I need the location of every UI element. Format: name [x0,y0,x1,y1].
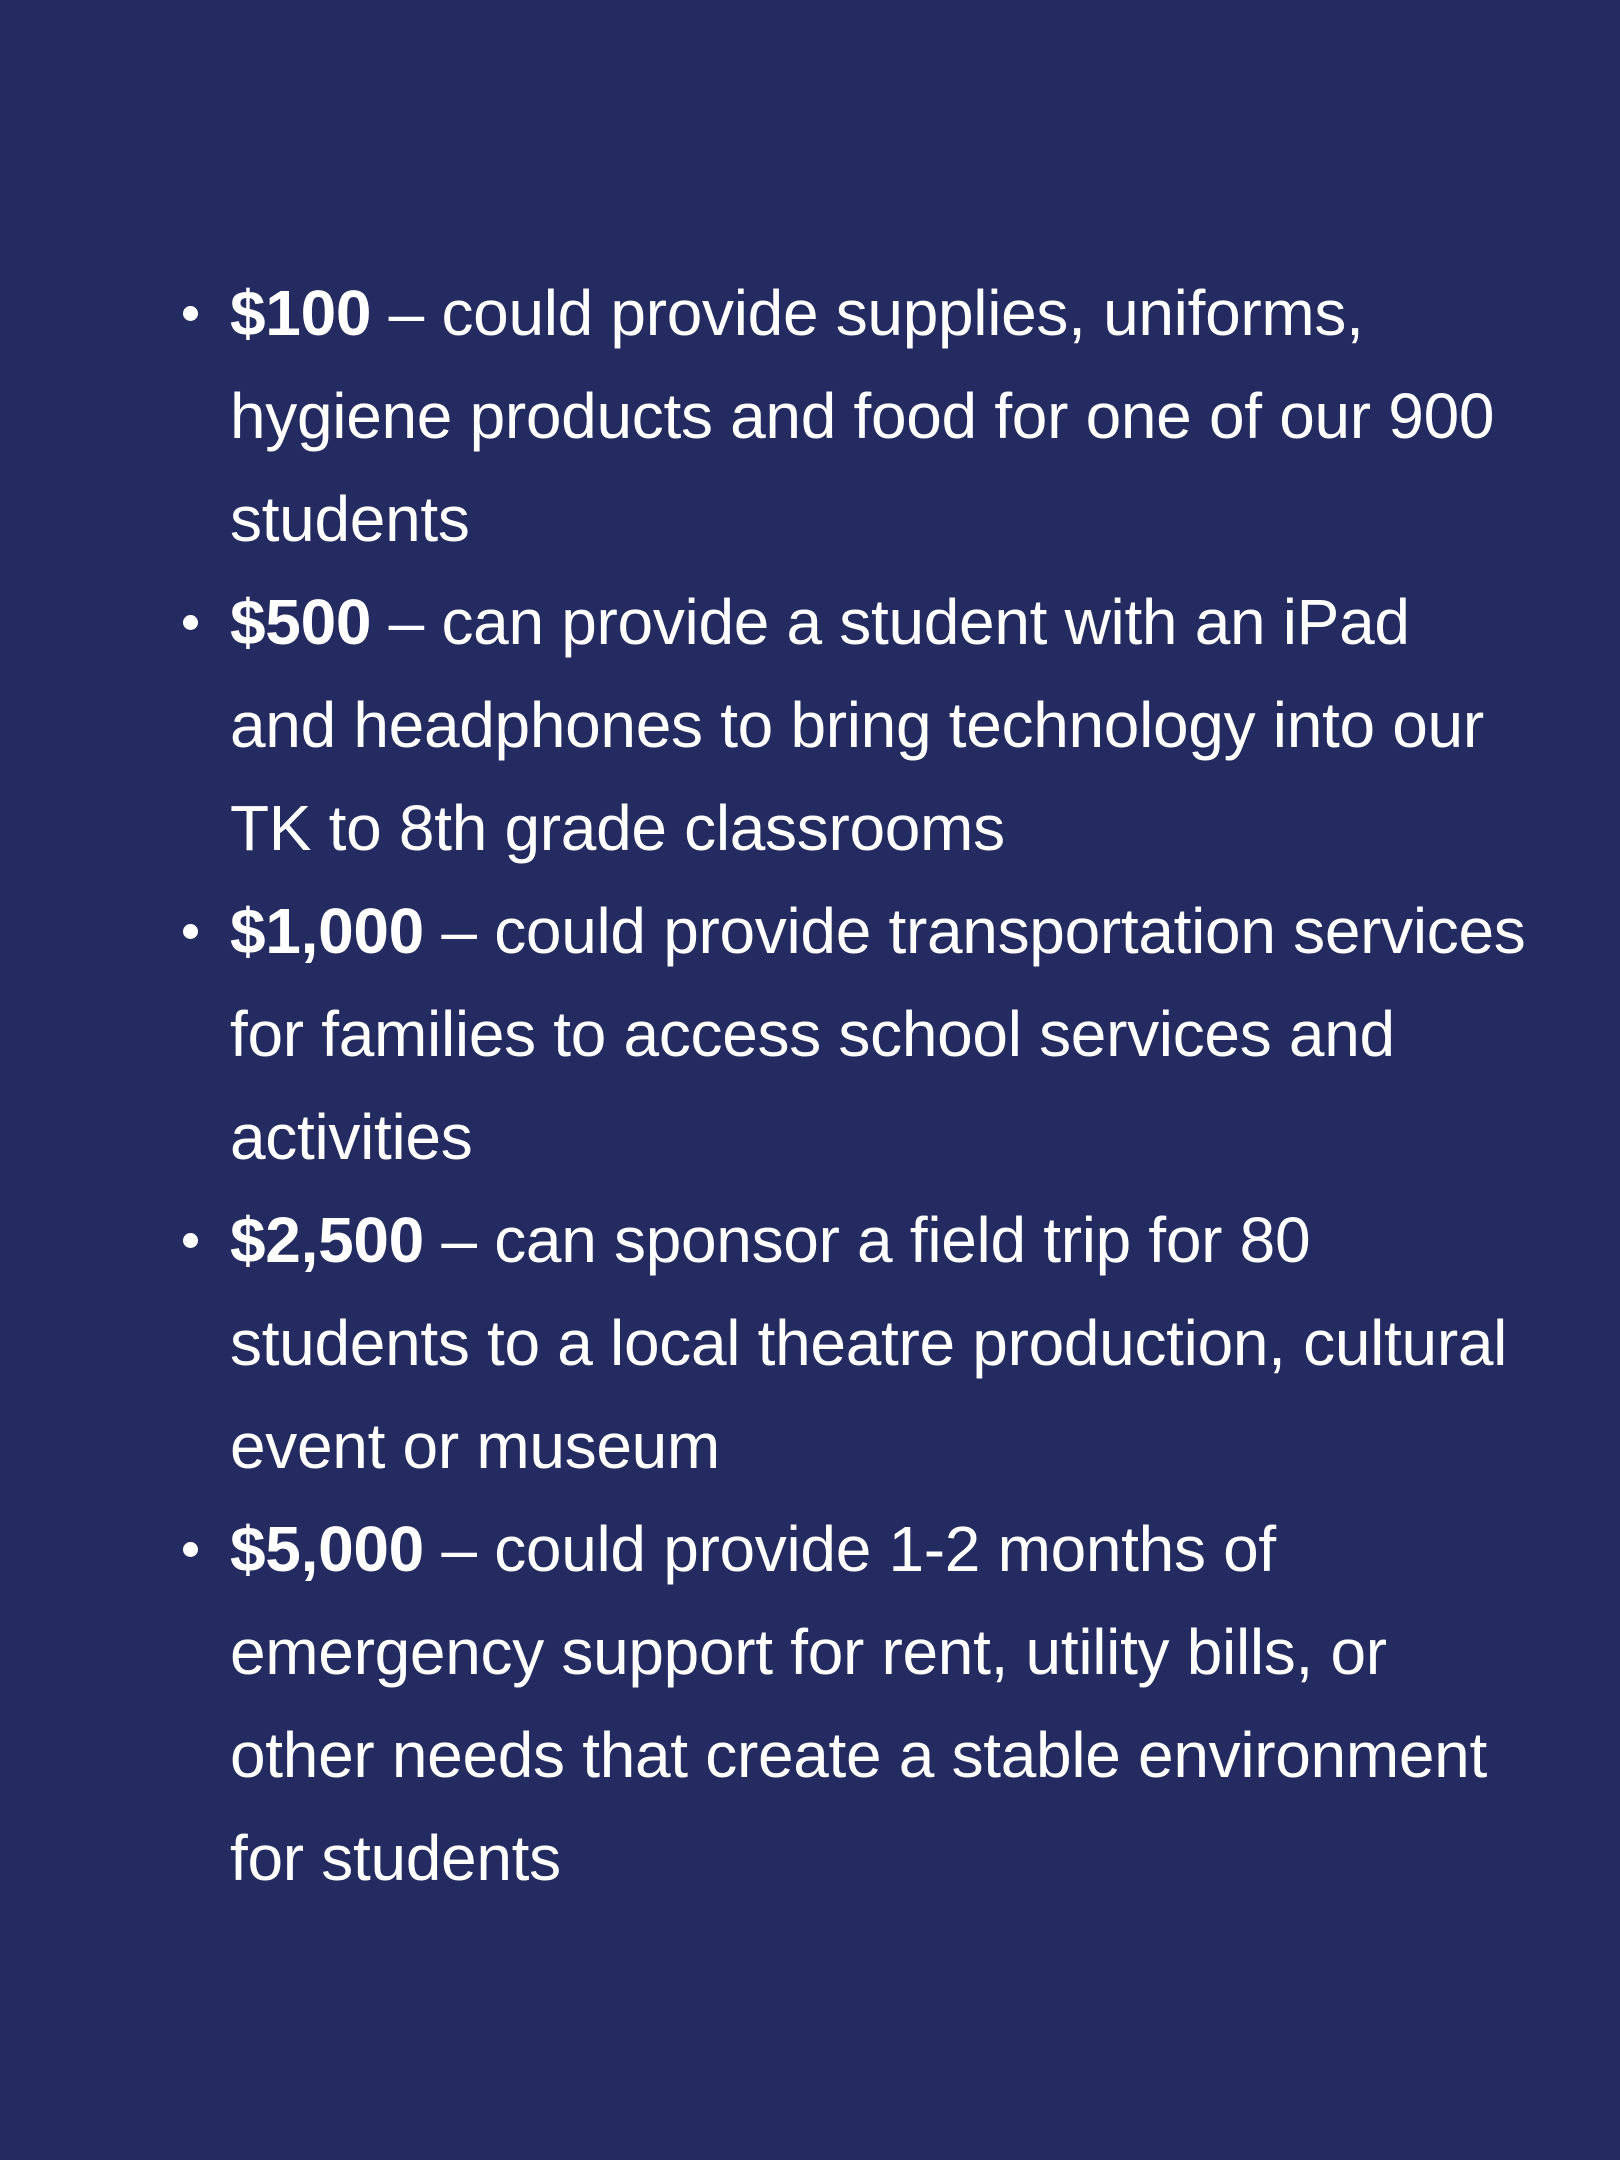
bullet-icon [180,1498,200,1601]
donation-description: can provide a student with an iPad and headphones to bring technology into our TK to 8th grade classrooms [230,586,1484,864]
donation-amount: $1,000 [230,895,424,967]
donation-separator: – [371,277,442,349]
donation-item-2500 [230,1189,1530,1498]
bullet-icon [180,571,200,674]
donation-separator: – [423,895,495,967]
donation-amount: $500 [230,586,372,658]
donation-list [230,262,1530,1910]
donation-separator: – [423,1204,495,1276]
donation-description: could provide 1-2 months of emergency support for rent, utility bills, or other needs that create a stable environment for students [230,1513,1487,1894]
donation-description: could provide transportation services for families to access school services and activities [230,895,1526,1173]
bullet-icon [180,262,200,365]
donation-item-100 [230,262,1530,571]
donation-amount: $5,000 [230,1513,424,1585]
bullet-icon [180,1189,200,1292]
donation-amount: $2,500 [230,1204,424,1276]
donation-item-5000 [230,1498,1530,1910]
donation-item-1000 [230,880,1530,1189]
donation-description: could provide supplies, uniforms, hygiene products and food for one of our 900 students [230,277,1495,555]
donation-amount: $100 [230,277,372,349]
donation-separator: – [371,586,442,658]
donation-separator: – [423,1513,495,1585]
donation-description: can sponsor a field trip for 80 students to a local theatre production, cultural event or museum [230,1204,1508,1482]
donation-item-500 [230,571,1530,880]
bullet-icon [180,880,200,983]
